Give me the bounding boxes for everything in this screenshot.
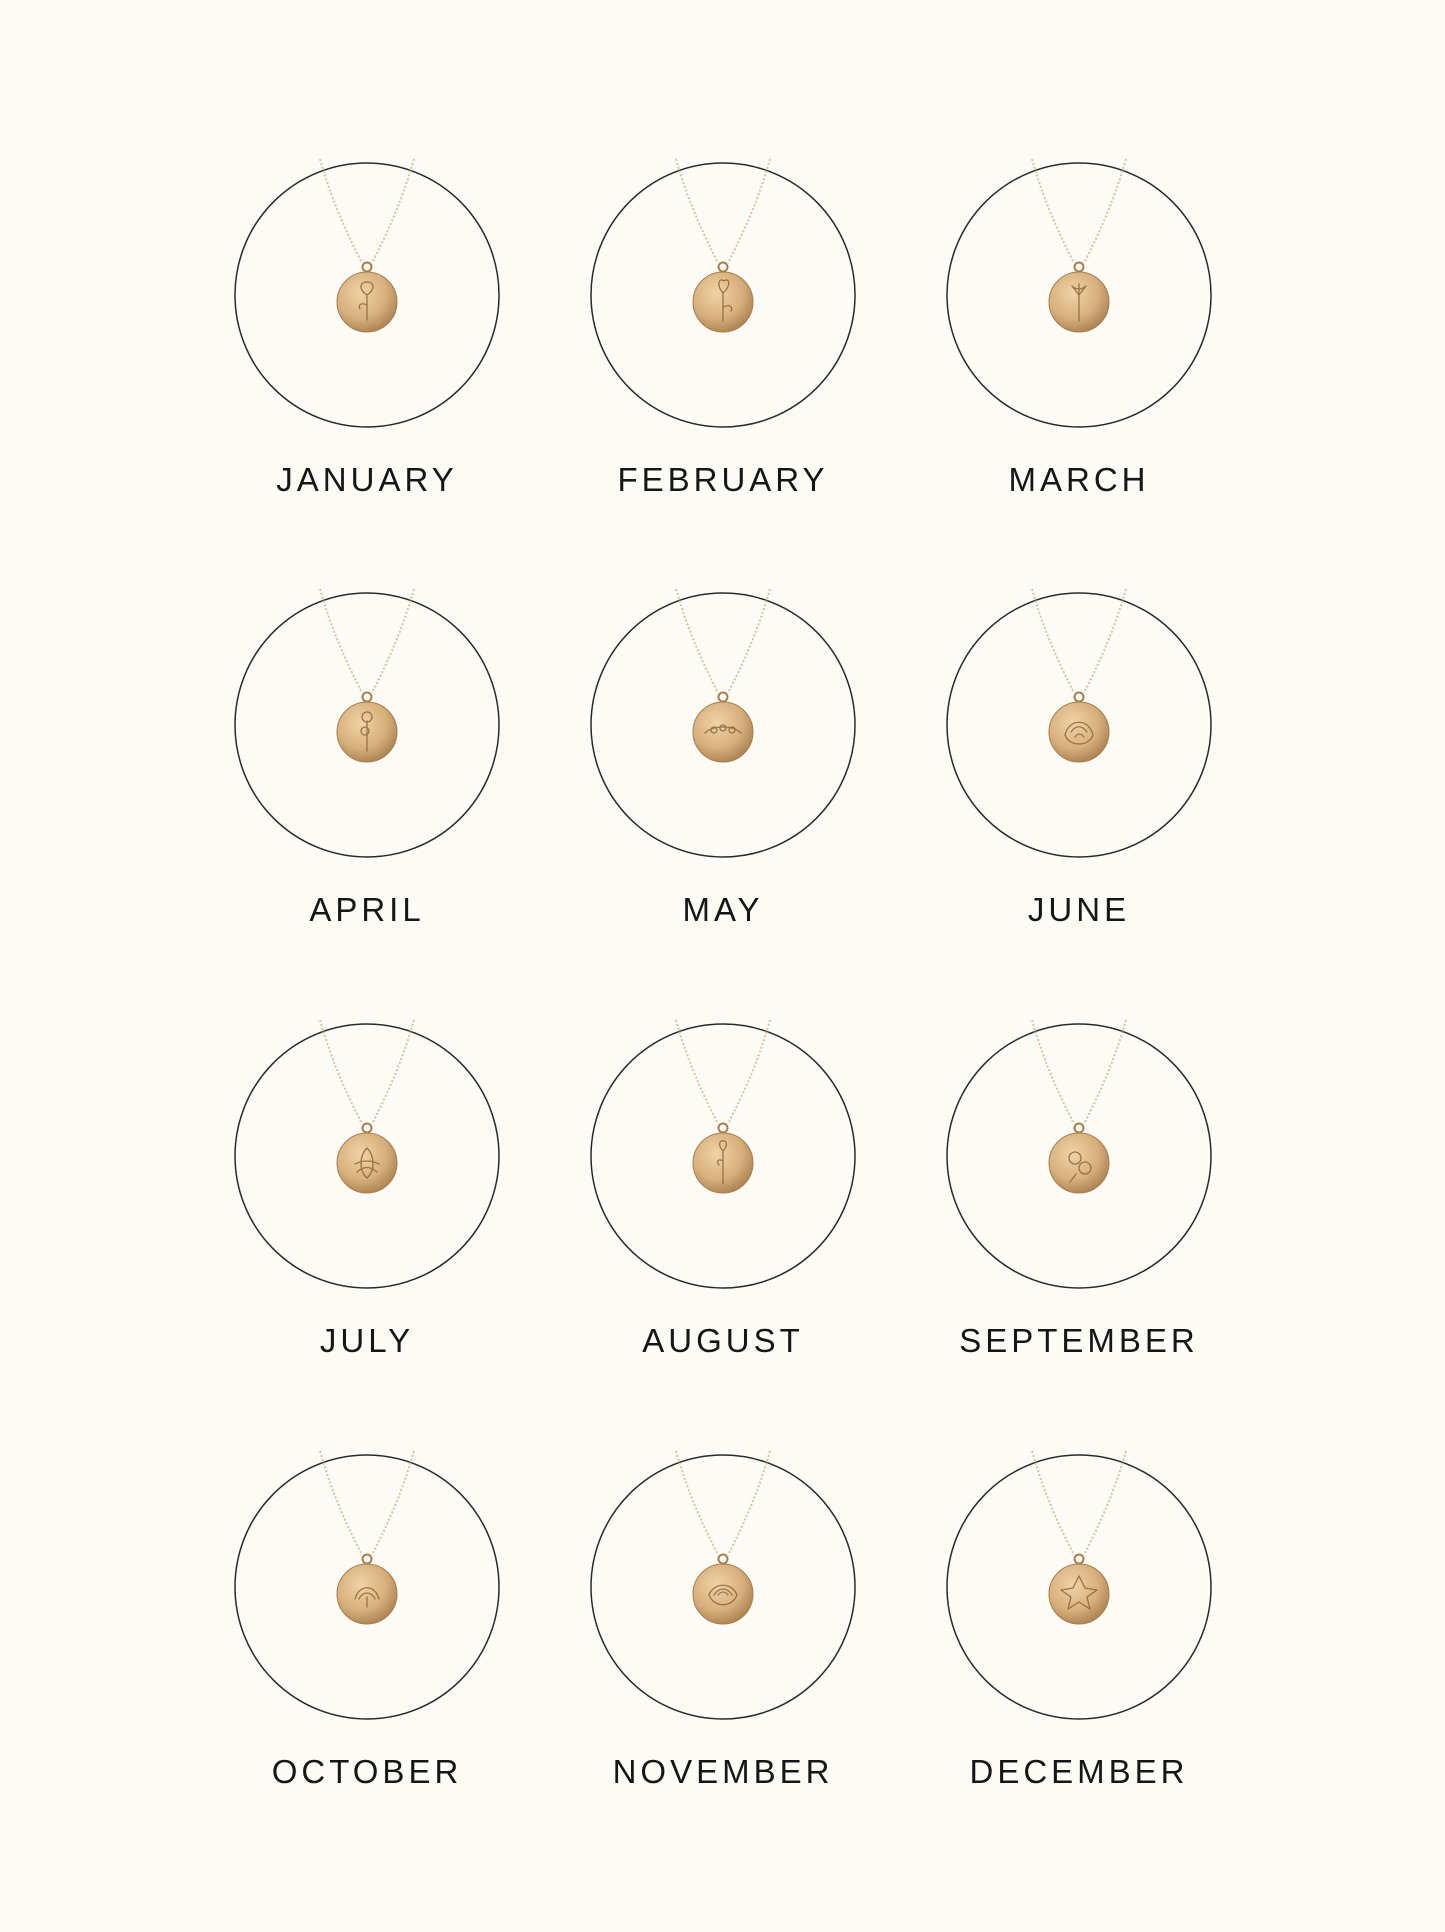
necklace-icon — [929, 575, 1229, 875]
chain-left — [676, 589, 718, 693]
jump-ring — [363, 1555, 372, 1564]
jump-ring — [363, 263, 372, 272]
chain-left — [676, 1020, 718, 1124]
chain-left — [1032, 159, 1074, 263]
birth-flower-engraving-water-lily-pendant — [337, 1133, 397, 1193]
necklace-icon — [929, 145, 1229, 445]
necklace-icon — [573, 575, 873, 875]
necklace-icon — [217, 1006, 517, 1306]
month-label: OCTOBER — [271, 1753, 463, 1790]
month-label: AUGUST — [642, 1322, 804, 1359]
month-label: MARCH — [1008, 461, 1150, 498]
chain-right — [372, 159, 414, 263]
chain-left — [320, 1451, 362, 1555]
month-card-march[interactable] — [929, 145, 1229, 535]
birth-flower-engraving-poinsettia-pendant — [1049, 1564, 1109, 1624]
chain-right — [728, 1020, 770, 1124]
month-card-june[interactable] — [929, 575, 1229, 965]
month-card-february[interactable] — [573, 145, 873, 535]
birth-flower-engraving-chrysanthemum-pendant — [693, 1564, 753, 1624]
month-card-november[interactable] — [573, 1437, 873, 1827]
month-card-october[interactable] — [217, 1437, 517, 1827]
birth-flower-engraving-rose-pendant — [1049, 702, 1109, 762]
necklace-icon — [217, 575, 517, 875]
chain-left — [1032, 1451, 1074, 1555]
jump-ring — [1075, 1555, 1084, 1564]
jump-ring — [1075, 263, 1084, 272]
jump-ring — [719, 263, 728, 272]
chain-left — [320, 1020, 362, 1124]
jump-ring — [363, 1124, 372, 1133]
jump-ring — [719, 1555, 728, 1564]
month-label: NOVEMBER — [612, 1753, 834, 1790]
chain-right — [728, 1451, 770, 1555]
chain-left — [1032, 589, 1074, 693]
chain-right — [372, 1020, 414, 1124]
month-card-january[interactable] — [217, 145, 517, 535]
jump-ring — [1075, 1124, 1084, 1133]
chain-right — [372, 1451, 414, 1555]
necklace-icon — [573, 145, 873, 445]
month-card-may[interactable] — [573, 575, 873, 965]
chain-left — [676, 159, 718, 263]
jump-ring — [1075, 693, 1084, 702]
month-label: DECEMBER — [969, 1753, 1189, 1790]
jump-ring — [719, 1124, 728, 1133]
chain-left — [676, 1451, 718, 1555]
month-card-august[interactable] — [573, 1006, 873, 1396]
jump-ring — [363, 693, 372, 702]
chain-right — [1084, 1020, 1126, 1124]
necklace-icon — [573, 1437, 873, 1737]
month-label: SEPTEMBER — [959, 1322, 1199, 1359]
chain-left — [1032, 1020, 1074, 1124]
necklace-icon — [217, 1437, 517, 1737]
chain-right — [1084, 159, 1126, 263]
chain-right — [372, 589, 414, 693]
month-label: JULY — [319, 1322, 415, 1359]
chain-right — [1084, 589, 1126, 693]
month-card-december[interactable] — [929, 1437, 1229, 1827]
chain-left — [320, 159, 362, 263]
month-card-september[interactable] — [929, 1006, 1229, 1396]
month-label: APRIL — [309, 891, 425, 928]
birth-flower-engraving-lily-of-the-valley-pendant — [693, 702, 753, 762]
necklace-icon — [217, 145, 517, 445]
necklace-icon — [929, 1437, 1229, 1737]
month-label: FEBRUARY — [617, 461, 829, 498]
chain-right — [728, 589, 770, 693]
month-label: JANUARY — [276, 461, 458, 498]
chain-right — [1084, 1451, 1126, 1555]
month-card-april[interactable] — [217, 575, 517, 965]
necklace-icon — [573, 1006, 873, 1306]
necklace-icon — [929, 1006, 1229, 1306]
month-card-july[interactable] — [217, 1006, 517, 1396]
jump-ring — [719, 693, 728, 702]
chain-right — [728, 159, 770, 263]
chain-left — [320, 589, 362, 693]
birth-flower-engraving-marigold-pendant — [337, 1564, 397, 1624]
month-label: JUNE — [1027, 891, 1131, 928]
month-label: MAY — [682, 891, 764, 928]
